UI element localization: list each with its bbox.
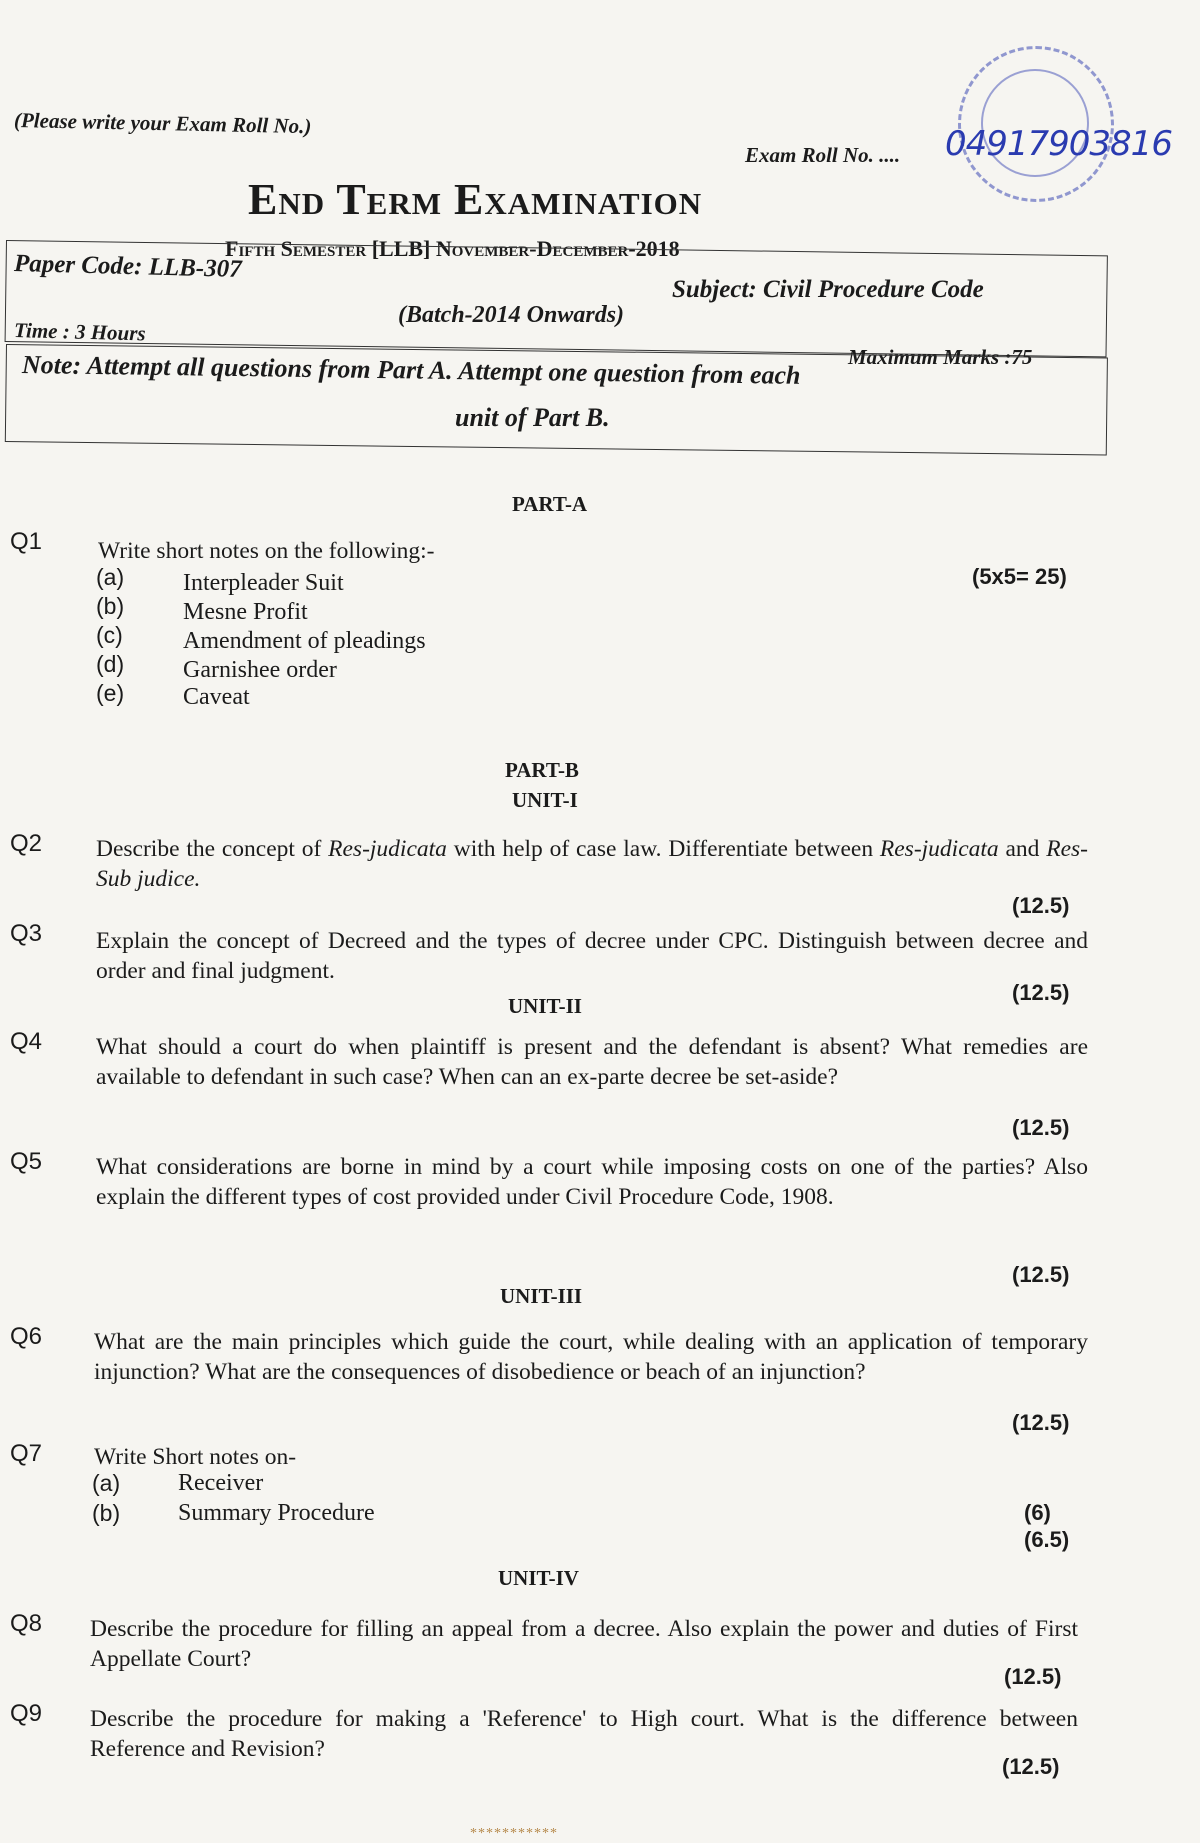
question-marks: (12.5)	[1012, 1115, 1070, 1140]
item-letter: (c)	[96, 622, 123, 648]
question-marks: (12.5)	[1012, 1410, 1070, 1435]
question-marks: (12.5)	[1012, 1262, 1070, 1287]
item-letter: (b)	[92, 1500, 121, 1526]
batch: (Batch-2014 Onwards)	[398, 302, 625, 328]
exam-roll-value: 04917903816	[945, 124, 1172, 164]
end-marker: ***********	[470, 1826, 558, 1841]
question-number: Q5	[10, 1148, 43, 1175]
question-text: What should a court do when plaintiff is present and the defendant is absent? What remedies are available to defendant in such case? When can an ex-parte decree be set-aside?	[96, 1034, 1088, 1090]
question-marks: (5x5= 25)	[972, 564, 1067, 589]
item-text: Garnishee order	[183, 657, 337, 683]
question-number: Q6	[10, 1323, 43, 1350]
note-line-2: unit of Part B.	[455, 403, 610, 432]
question-text: Write short notes on the following:-	[98, 538, 435, 564]
question-marks: (12.5)	[1002, 1754, 1060, 1779]
note-line-1: Note: Attempt all questions from Part A. Attempt one question from each	[21, 350, 801, 390]
item-marks: (6.5)	[1024, 1527, 1070, 1552]
question-marks: (12.5)	[1012, 980, 1070, 1005]
exam-title: End Term Examination	[248, 175, 703, 224]
question-number: Q9	[10, 1700, 43, 1727]
subject: Subject: Civil Procedure Code	[672, 276, 984, 303]
item-text: Amendment of pleadings	[183, 628, 426, 654]
unit-ii-heading: UNIT-II	[508, 994, 582, 1018]
item-marks: (6)	[1024, 1500, 1051, 1525]
item-text: Receiver	[178, 1470, 264, 1496]
question-text: Write Short notes on-	[94, 1444, 297, 1470]
question-marks: (12.5)	[1012, 893, 1070, 918]
maximum-marks: Maximum Marks :75	[848, 345, 1033, 369]
semester-line: Fifth Semester [LLB] November-December-2018	[225, 236, 680, 261]
part-a-heading: PART-A	[512, 492, 588, 516]
item-letter: (b)	[96, 593, 125, 619]
question-number: Q8	[10, 1610, 43, 1637]
question-number: Q2	[10, 830, 43, 857]
question-text: What are the main principles which guide the court, while dealing with an application of temporary injunction? What are the consequences of disobedience or beach of an injunction?	[94, 1329, 1088, 1385]
question-text: What considerations are borne in mind by a court while imposing costs on one of the parties? Also explain the different types of cost provided under Civil Procedure Code, 1908.	[96, 1154, 1088, 1210]
unit-i-heading: UNIT-I	[512, 788, 578, 812]
item-letter: (a)	[92, 1470, 121, 1496]
question-number: Q4	[10, 1028, 43, 1055]
question-text: Describe the concept of Res-judicata with help of case law. Differentiate between Res-judicata and Res-Sub judice.	[96, 836, 1088, 892]
question-number: Q7	[10, 1440, 43, 1467]
question-number: Q3	[10, 920, 43, 947]
question-number: Q1	[10, 528, 43, 555]
question-marks: (12.5)	[1004, 1664, 1062, 1689]
unit-iii-heading: UNIT-III	[500, 1284, 583, 1308]
item-text: Caveat	[183, 684, 250, 710]
paper-code: Paper Code: LLB-307	[13, 250, 243, 283]
item-letter: (a)	[96, 564, 125, 590]
question-text: Explain the concept of Decreed and the types of decree under CPC. Distinguish between decree and order and final judgment.	[96, 928, 1088, 984]
item-text: Summary Procedure	[178, 1500, 375, 1526]
exam-roll-label: Exam Roll No. ....	[745, 143, 901, 167]
item-letter: (e)	[96, 680, 125, 706]
part-b-heading: PART-B	[505, 758, 579, 782]
unit-iv-heading: UNIT-IV	[498, 1566, 579, 1590]
item-text: Interpleader Suit	[183, 570, 344, 596]
time-allowed: Time : 3 Hours	[13, 318, 146, 346]
question-text: Describe the procedure for making a 'Reference' to High court. What is the difference between Reference and Revision?	[90, 1706, 1078, 1762]
item-letter: (d)	[96, 651, 125, 677]
item-text: Mesne Profit	[183, 599, 308, 625]
question-text: Describe the procedure for filling an appeal from a decree. Also explain the power and duties of First Appellate Court?	[90, 1616, 1078, 1672]
roll-number-hint: (Please write your Exam Roll No.)	[13, 108, 312, 139]
